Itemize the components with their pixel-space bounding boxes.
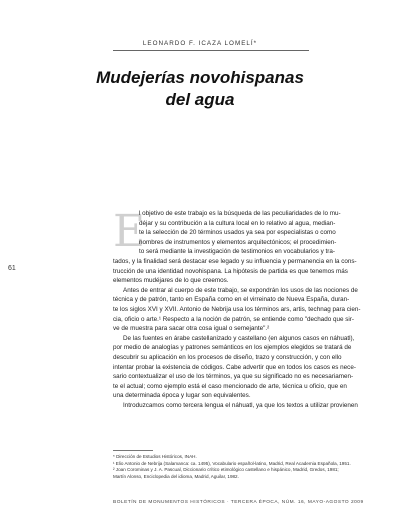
body-line: Introduzcamos como tercera lengua el náhuatl, ya que los textos a utilizar provienen — [123, 401, 358, 409]
footnote: ² Joan Corominas y J. A. Pascual, Diccionario crítico etimológico castellano e hispánico, Madrid, Gredos, 1981; — [113, 467, 339, 473]
body-line: te el actual; como ejemplo está el caso mencionado de arte, técnica u oficio, que en — [113, 382, 347, 390]
body-line: cia, oficio o arte.¹ Respecto a la noción de patrón, se entiende como "dechado que sir- — [113, 315, 354, 323]
footnote-rule — [113, 450, 153, 451]
body-line: te los siglos XVI y XVII. Antonio de Nebrija usa los términos ars, artis, technag para cien- — [113, 305, 361, 313]
body-line: sario contextualizar el uso de los términos, ya que su significado no es necesariamen- — [113, 373, 354, 381]
footnote: * Dirección de Estudios Históricos, INAH. — [113, 454, 197, 459]
title-line-2: del agua — [165, 90, 235, 109]
body-line: trucción de una identidad novohispana. La hipótesis de partida es que tenemos más — [113, 267, 348, 275]
body-line: te la selección de 20 términos usados ya sea por especialistas o como — [139, 229, 336, 237]
body-line: nombres de instrumentos y elementos arquitectónicos; el procedimien- — [139, 238, 337, 246]
article-body — [113, 206, 361, 410]
footnote: Martín Alonso, Enciclopedia del idioma, Madrid, Aguilar, 1982. — [113, 473, 239, 479]
body-line: déjar y su contribución a la cultura local en lo relativo al agua, median- — [139, 219, 336, 227]
body-line: Antes de entrar al cuerpo de este trabajo, se expondrán los usos de las nociones de — [123, 286, 358, 294]
body-line: por medio de analogías y patrones semánticos en los ejemplos elegidos se tratará de — [113, 344, 352, 352]
header-rule — [113, 50, 309, 51]
body-line: ve de muestra para sacar otra cosa igual o semejante".² — [113, 325, 270, 333]
footnote: ¹ Elio Antonio de Nebrija (Salamanca: ca. 1495), Vocabulario español-latino, Madrid, Real Academia Española, 1951. — [113, 460, 351, 466]
body-line: De las fuentes en árabe castellanizado y castellano (en algunos casos en náhuatl), — [123, 334, 355, 342]
body-line: tados, y la finalidad será destacar ese legado y su influencia y permanencia en la cons- — [113, 257, 357, 265]
body-line: elementos mudéjares de lo que creemos. — [113, 277, 229, 285]
page-number: 61 — [8, 265, 16, 272]
body-line: una determinada época y lugar son equivalentes. — [113, 392, 251, 400]
title-line-1: Mudejerías novohispanas — [96, 68, 304, 87]
body-line: l objetivo de este trabajo es la búsqueda de las peculiaridades de lo mu- — [139, 210, 341, 217]
body-line: descubrir su aplicación en los procesos de diseño, trazo y construcción, y con ello — [113, 353, 342, 361]
journal-footer: BOLETÍN DE MONUMENTOS HISTÓRICOS · TERCERA ÉPOCA, NÚM. 16, MAYO-AGOSTO 2009 — [113, 500, 364, 505]
body-line: to será mediante la investigación de testimonios en vocabularios y tra- — [139, 248, 336, 256]
article-title — [0, 67, 400, 111]
author-name: LEONARDO F. ICAZA LOMELÍ* — [142, 40, 258, 47]
footnotes — [113, 454, 351, 480]
body-line: técnica y de patrón, tanto en España como en el virreinato de Nueva España, duran- — [113, 296, 350, 304]
drop-cap: E — [113, 206, 146, 257]
body-line: intentar probar la existencia de códigos. Cabe advertir que en todos los casos es nece- — [113, 363, 356, 371]
